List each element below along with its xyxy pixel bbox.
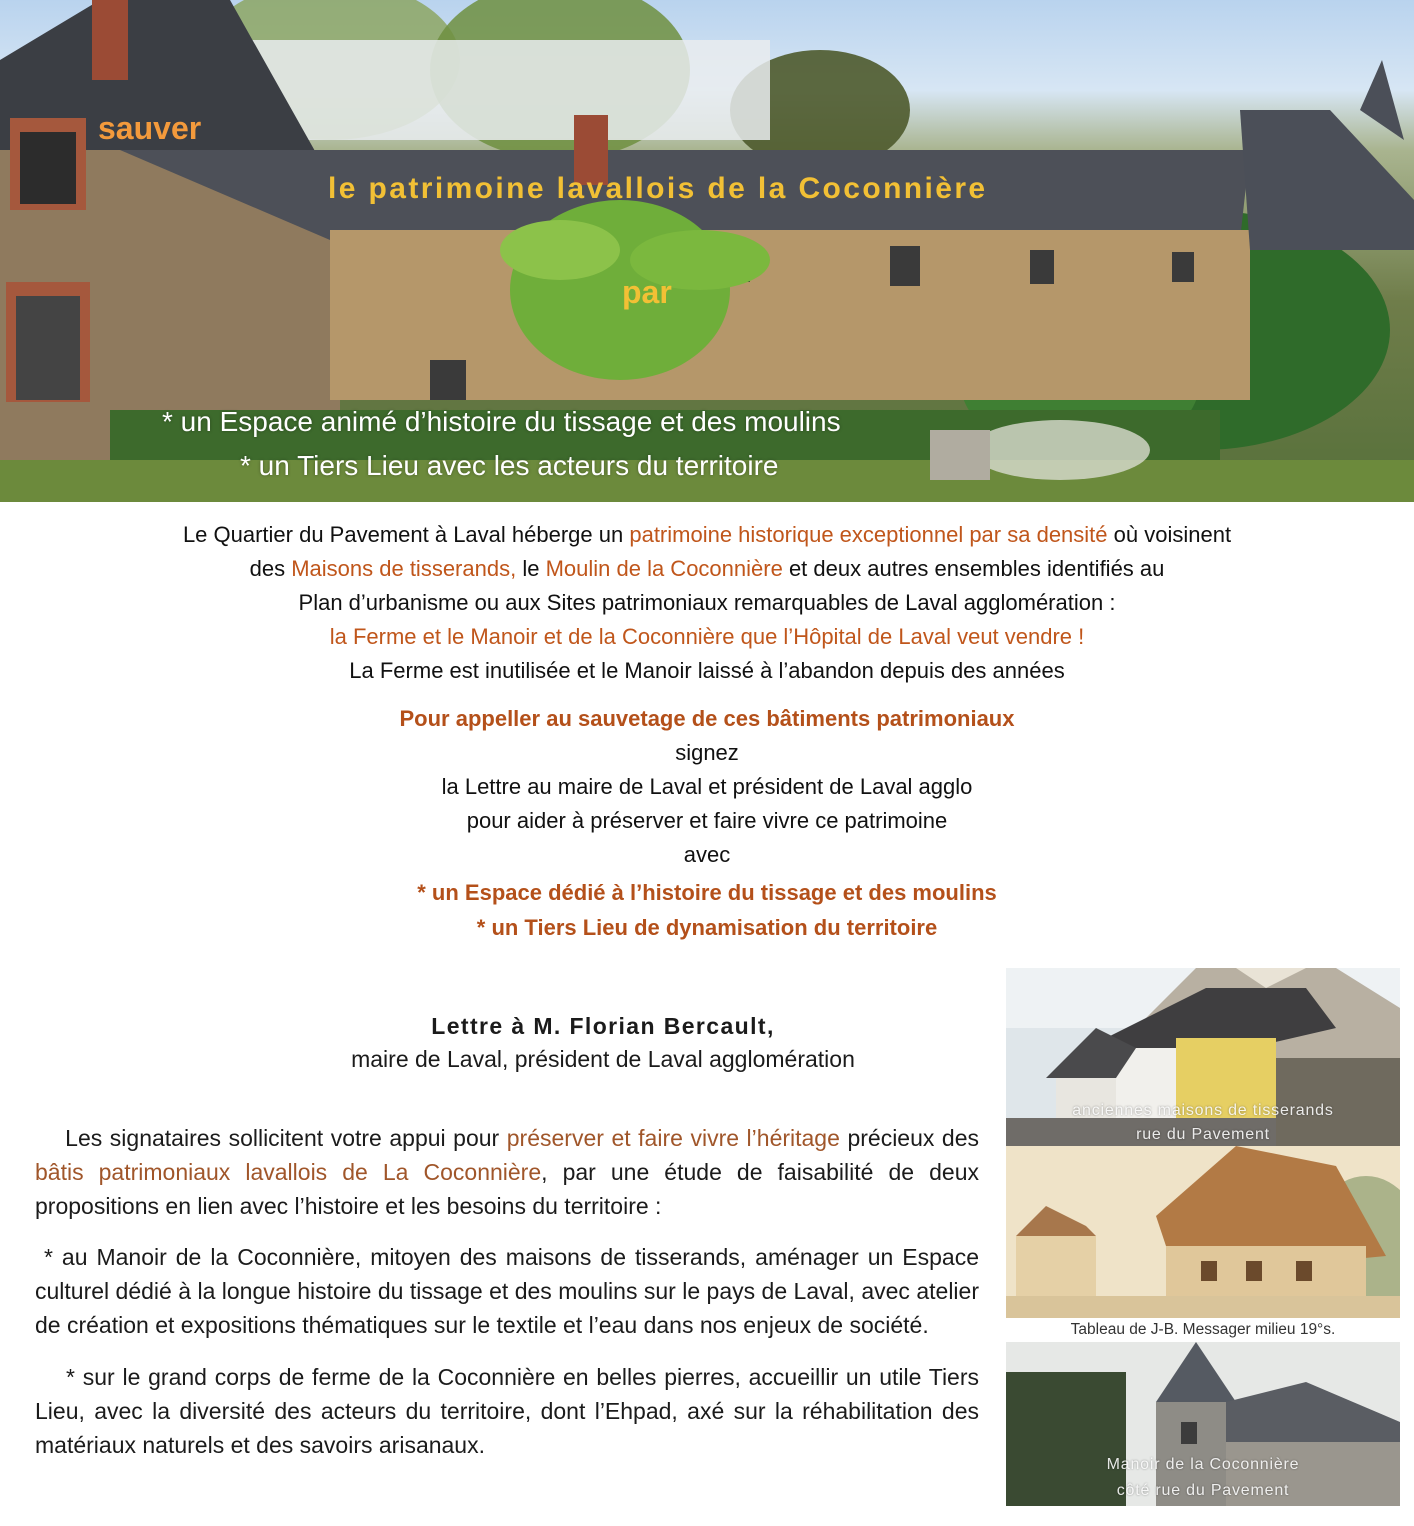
photo-painting-illustration: [1006, 1146, 1400, 1318]
call-title: Pour appeller au sauvetage de ces bâtiments patrimoniaux: [399, 706, 1015, 731]
hero-line-tiers-lieu: * un Tiers Lieu avec les acteurs du territoire: [240, 450, 779, 481]
letter-text: précieux des: [839, 1125, 980, 1151]
call-signez: signez: [675, 740, 739, 765]
intro-line-5: La Ferme est inutilisée et le Manoir laissé à l’abandon depuis des années: [349, 658, 1065, 683]
letter-highlight-batis: bâtis patrimoniaux lavallois de La Coconnière: [35, 1159, 542, 1185]
photo-tableau-messager: [1006, 1146, 1400, 1318]
intro-section: [0, 518, 1414, 688]
photo-manoir-coconniere: [1006, 1342, 1400, 1506]
letter-text: * au Manoir de la Coconnière, mitoyen des maisons de tisserands, aménager un Espace culturel dédié à la longue histoire du tissage et des moulins sur le pays de Laval, avec atelier de création et expositions thématiques sur le textile et l’eau dans nos enjeux de société.: [35, 1244, 979, 1338]
intro-highlight-maisons: Maisons de tisserands,: [291, 556, 517, 581]
letter-body: [35, 1121, 979, 1462]
intro-line-1: [0, 518, 1414, 552]
letter-text: Les signataires sollicitent votre appui pour: [65, 1125, 507, 1151]
hero-line-espace: * un Espace animé d’histoire du tissage et des moulins: [162, 406, 841, 437]
call-to-action: [0, 702, 1414, 945]
call-lettre: la Lettre au maire de Laval et président de Laval agglo: [441, 774, 973, 799]
photo-caption-1a: anciennes maisons de tisserands: [1072, 1102, 1334, 1119]
intro-text: où voisinent: [1107, 522, 1232, 547]
letter-highlight-heritage: préserver et faire vivre l’héritage: [506, 1125, 840, 1151]
photo-caption-2: Tableau de J-B. Messager milieu 19°s.: [1070, 1321, 1336, 1338]
intro-text: et deux autres ensembles identifiés au: [782, 556, 1165, 581]
letter-heading: Lettre à M. Florian Bercault,: [431, 1013, 775, 1039]
intro-line-3: Plan d’urbanisme ou aux Sites patrimoniaux remarquables de Laval agglomération :: [298, 590, 1116, 615]
hero-banner: [0, 0, 1414, 502]
photo-caption-1b: rue du Pavement: [1136, 1126, 1270, 1143]
intro-text: Le Quartier du Pavement à Laval héberge un: [182, 522, 630, 547]
call-tiers-lieu: * un Tiers Lieu de dynamisation du territoire: [476, 915, 938, 940]
hero-title-sauver: sauver: [98, 110, 202, 146]
letter-paragraph-3: [35, 1360, 979, 1462]
photo-caption-3a: Manoir de la Coconnière: [1106, 1456, 1300, 1473]
letter-paragraph-2: [35, 1240, 979, 1342]
letter-text: * sur le grand corps de ferme de la Coconnière en belles pierres, accueillir un utile Tiers Lieu, avec la diversité des acteurs du territoire, dont l’Ehpad, axé sur la réhabilitation des matériaux naturels et des savoirs arisanaux.: [35, 1364, 980, 1458]
letter-subheading: maire de Laval, président de Laval agglomération: [351, 1046, 855, 1072]
hero-title-patrimoine: le patrimoine lavallois de la Coconnière: [328, 172, 988, 205]
letter-paragraph-1: [35, 1121, 979, 1223]
intro-text: le: [516, 556, 546, 581]
call-espace: * un Espace dédié à l’histoire du tissage et des moulins: [417, 880, 997, 905]
intro-highlight-patrimoine: patrimoine historique exceptionnel par sa densité: [629, 522, 1108, 547]
photo-maisons-tisserands: [1006, 968, 1400, 1146]
intro-highlight-moulin: Moulin de la Coconnière: [545, 556, 783, 581]
photo-caption-3b: côté rue du Pavement: [1116, 1482, 1290, 1499]
call-aider: pour aider à préserver et faire vivre ce patrimoine: [466, 808, 948, 833]
intro-text: des: [249, 556, 292, 581]
intro-line-2: [0, 552, 1414, 586]
letter-text: , par une étude de faisabilité de deux propositions en lien avec l’histoire et les besoins du territoire :: [35, 1159, 979, 1219]
call-avec: avec: [683, 842, 731, 867]
intro-line-4: la Ferme et le Manoir et de la Coconnière que l’Hôpital de Laval veut vendre !: [329, 624, 1085, 649]
hero-title-par: par: [622, 274, 672, 310]
